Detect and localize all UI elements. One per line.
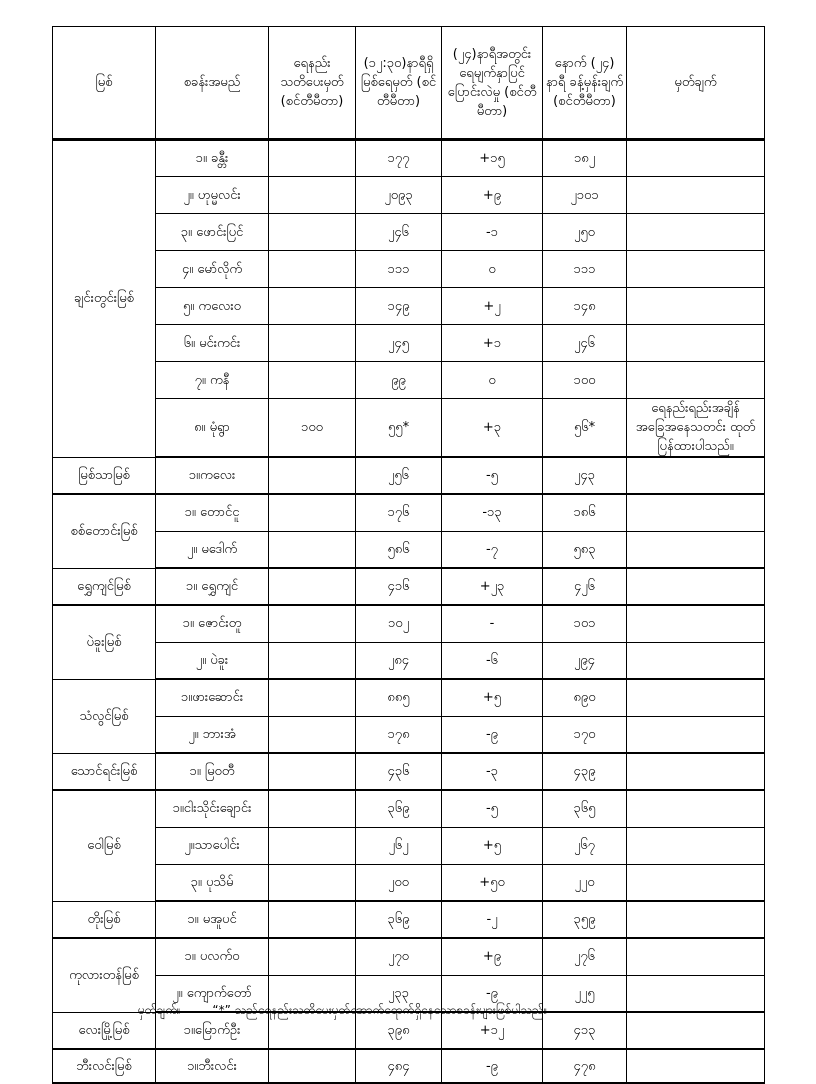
forecast-cell: ၃၅၉ [543, 901, 627, 938]
water-level-cell: ၁၇၆ [356, 494, 442, 531]
station-name-cell: ၁။ တောင်ငူ [156, 494, 269, 531]
water-level-cell: ၂၈၄ [356, 642, 442, 679]
remark-cell [627, 753, 765, 790]
forecast-cell: ၄၁၃ [543, 1012, 627, 1049]
low-warning-cell [269, 1049, 356, 1083]
water-level-cell: ၂၇၀ [356, 938, 442, 975]
water-level-cell: ၃၆၉ [356, 901, 442, 938]
table-row [53, 362, 765, 399]
change-cell: -၇ [442, 531, 543, 568]
station-name-cell: ၁။ မအူပင် [156, 901, 269, 938]
remark-cell [627, 1012, 765, 1049]
low-warning-cell [269, 251, 356, 288]
low-warning-cell [269, 753, 356, 790]
table-row [53, 790, 765, 827]
forecast-cell: ၄၇၈ [543, 1049, 627, 1083]
table-row [53, 679, 765, 716]
low-warning-cell [269, 494, 356, 531]
river-name-cell: တိုးမြစ် [53, 901, 156, 938]
table-row [53, 864, 765, 901]
station-name-cell: ၄။ မော်လိုက် [156, 251, 269, 288]
footnote-text: “*” သည်ရေနည်းသတိပေးမှတ်အောက်ရောက်ရှိနေသောစခန်းများဖြစ်ပါသည်။ [212, 1003, 548, 1017]
station-name-cell: ၁။ကလေး [156, 457, 269, 494]
water-level-cell: ၈၈၅ [356, 679, 442, 716]
station-name-cell: ၁။ဘီးလင်း [156, 1049, 269, 1083]
table-row [53, 325, 765, 362]
river-name-cell: ကုလားတန်မြစ် [53, 938, 156, 1012]
table-row [53, 140, 765, 177]
change-cell: -၉ [442, 716, 543, 753]
table-row [53, 177, 765, 214]
water-level-cell: ၁၄၉ [356, 288, 442, 325]
station-name-cell: ၂။ ပဲခူး [156, 642, 269, 679]
station-name-cell: ၃။ ပုသိမ် [156, 864, 269, 901]
remark-cell [627, 214, 765, 251]
change-cell: -၁ [442, 214, 543, 251]
forecast-cell: ၂၂၅ [543, 975, 627, 1012]
station-name-cell: ၁။ မြဝတီ [156, 753, 269, 790]
water-level-cell: ၅၅* [356, 399, 442, 458]
river-name-cell: မြစ်သာမြစ် [53, 457, 156, 494]
change-cell: +၃ [442, 399, 543, 458]
forecast-cell: ၁၄၈ [543, 288, 627, 325]
water-level-cell: ၂၀၀ [356, 864, 442, 901]
water-level-cell: ၅၈၆ [356, 531, 442, 568]
remark-cell [627, 790, 765, 827]
forecast-cell: ၁၈၆ [543, 494, 627, 531]
forecast-cell: ၂၄၃ [543, 457, 627, 494]
low-warning-cell [269, 864, 356, 901]
header-water-level: (၁၂:၃၀)နာရီရှိ မြစ်ရေမှတ် (စင်တီမီတာ) [356, 27, 442, 140]
table-row [53, 827, 765, 864]
table-row [53, 716, 765, 753]
water-level-cell: ၄၈၄ [356, 1049, 442, 1083]
station-name-cell: ၅။ ကလေးဝ [156, 288, 269, 325]
water-level-cell: ၄၃၆ [356, 753, 442, 790]
remark-cell [627, 605, 765, 642]
remark-cell [627, 251, 765, 288]
table-row [53, 251, 765, 288]
station-name-cell: ၃။ ဖောင်းပြင် [156, 214, 269, 251]
station-name-cell: ၁။ငါးသိုင်းချောင်း [156, 790, 269, 827]
remark-cell [627, 642, 765, 679]
low-warning-cell [269, 716, 356, 753]
change-cell: ၀ [442, 362, 543, 399]
water-level-cell: ၃၆၉ [356, 790, 442, 827]
low-warning-cell [269, 938, 356, 975]
forecast-cell: ၃၆၅ [543, 790, 627, 827]
river-name-cell: ပဲခူးမြစ် [53, 605, 156, 679]
table-row [53, 457, 765, 494]
table-row [53, 901, 765, 938]
header-station: စခန်းအမည် [156, 27, 269, 140]
footnote [138, 1002, 547, 1020]
water-level-cell: ၉၉ [356, 362, 442, 399]
forecast-cell: ၂၉၄ [543, 642, 627, 679]
low-warning-cell [269, 362, 356, 399]
forecast-cell: ၂၁၀၁ [543, 177, 627, 214]
station-name-cell: ၂။ ဟုမ္မလင်း [156, 177, 269, 214]
low-warning-cell [269, 177, 356, 214]
forecast-cell: ၂၇၆ [543, 938, 627, 975]
water-level-cell: ၄၁၆ [356, 568, 442, 605]
water-level-cell: ၂၄၆ [356, 214, 442, 251]
low-warning-cell [269, 288, 356, 325]
table-row [53, 214, 765, 251]
river-name-cell: ဝေါမြစ် [53, 790, 156, 901]
station-name-cell: ၁။ ဇောင်းတူ [156, 605, 269, 642]
remark-cell [627, 938, 765, 975]
forecast-cell: ၁၀၀ [543, 362, 627, 399]
table-row [53, 399, 765, 458]
low-warning-cell [269, 827, 356, 864]
remark-cell [627, 325, 765, 362]
remark-cell [627, 827, 765, 864]
station-name-cell: ၂။ ကျောက်တော် [156, 975, 269, 1012]
station-name-cell: ၁။ ရွှေကျင် [156, 568, 269, 605]
station-name-cell: ၂။ ဘားအံ [156, 716, 269, 753]
header-river: မြစ် [53, 27, 156, 140]
station-name-cell: ၁။ ပလက်ဝ [156, 938, 269, 975]
remark-cell [627, 457, 765, 494]
change-cell: +၅၀ [442, 864, 543, 901]
change-cell: +၅ [442, 827, 543, 864]
change-cell: +၉ [442, 177, 543, 214]
water-level-cell: ၁၇၇ [356, 140, 442, 177]
river-level-table [52, 26, 765, 1084]
change-cell: +၁၂ [442, 1012, 543, 1049]
header-remarks: မှတ်ချက် [627, 27, 765, 140]
change-cell: -၅ [442, 457, 543, 494]
forecast-cell: ၄၃၉ [543, 753, 627, 790]
table-row [53, 642, 765, 679]
header-24h-change: (၂၄)နာရီအတွင်း ရေမျက်နှာပြင် ပြောင်းလဲမှု (စင်တီမီတာ) [442, 27, 543, 140]
remark-cell [627, 177, 765, 214]
river-name-cell: ဘီးလင်းမြစ် [53, 1049, 156, 1083]
forecast-cell: ၁၇၀ [543, 716, 627, 753]
water-level-cell: ၂၃၃ [356, 975, 442, 1012]
change-cell: -၅ [442, 790, 543, 827]
table-row [53, 568, 765, 605]
river-name-cell: လေးမြို့မြစ် [53, 1012, 156, 1049]
low-warning-cell [269, 568, 356, 605]
forecast-cell: ၄၂၆ [543, 568, 627, 605]
forecast-cell: ၈၉၀ [543, 679, 627, 716]
remark-cell: ရေနည်းရည်းအချိန်အခြေအနေသတင်း ထုတ်ပြန်ထားပါသည်။ [627, 399, 765, 458]
low-warning-cell [269, 457, 356, 494]
table-row [53, 494, 765, 531]
table-row [53, 605, 765, 642]
station-name-cell: ၁။မြောက်ဦး [156, 1012, 269, 1049]
low-warning-cell [269, 531, 356, 568]
remark-cell [627, 362, 765, 399]
forecast-cell: ၅၈၃ [543, 531, 627, 568]
remark-cell [627, 1049, 765, 1083]
remark-cell [627, 494, 765, 531]
table-row [53, 288, 765, 325]
remark-cell [627, 864, 765, 901]
station-name-cell: ၂။ မဒေါက် [156, 531, 269, 568]
remark-cell [627, 531, 765, 568]
low-warning-cell [269, 140, 356, 177]
remark-cell [627, 568, 765, 605]
footnote-label: မှတ်ချက်။ [138, 1003, 181, 1017]
change-cell: -၆ [442, 642, 543, 679]
header-low-warning-level: ရေနည်း သတိပေးမှတ် (စင်တီမီတာ) [269, 27, 356, 140]
river-name-cell: ရွှေကျင်မြစ် [53, 568, 156, 605]
station-name-cell: ၁။ဖားဆောင်း [156, 679, 269, 716]
low-warning-cell [269, 605, 356, 642]
remark-cell [627, 140, 765, 177]
river-name-cell: စစ်တောင်းမြစ် [53, 494, 156, 568]
forecast-cell: ၂၅၀ [543, 214, 627, 251]
change-cell: +၂၃ [442, 568, 543, 605]
remark-cell [627, 288, 765, 325]
water-level-cell: ၁၁၁ [356, 251, 442, 288]
low-warning-cell [269, 325, 356, 362]
station-name-cell: ၂။သာပေါင်း [156, 827, 269, 864]
header-forecast: နောက် (၂၄) နာရီ ခန့်မှန်းချက် (စင်တီမီတာ) [543, 27, 627, 140]
change-cell: -၃ [442, 753, 543, 790]
change-cell: +၉ [442, 938, 543, 975]
change-cell: +၁၅ [442, 140, 543, 177]
change-cell: ၀ [442, 251, 543, 288]
change-cell: +၁ [442, 325, 543, 362]
river-name-cell: သောင်ရင်းမြစ် [53, 753, 156, 790]
change-cell: +၅ [442, 679, 543, 716]
table-body [53, 140, 765, 1084]
forecast-cell: ၁၈၂ [543, 140, 627, 177]
water-level-cell: ၂၆၂ [356, 827, 442, 864]
low-warning-cell [269, 901, 356, 938]
low-warning-cell [269, 679, 356, 716]
forecast-cell: ၁၁၁ [543, 251, 627, 288]
forecast-cell: ၁၀၁ [543, 605, 627, 642]
remark-cell [627, 901, 765, 938]
remark-cell [627, 975, 765, 1012]
change-cell: - [442, 605, 543, 642]
table-row [53, 531, 765, 568]
forecast-cell: ၅၆* [543, 399, 627, 458]
low-warning-cell [269, 642, 356, 679]
water-level-cell: ၂၀၉၃ [356, 177, 442, 214]
table-row [53, 938, 765, 975]
water-level-cell: ၁၀၂ [356, 605, 442, 642]
water-level-cell: ၃၉၈ [356, 1012, 442, 1049]
remark-cell [627, 679, 765, 716]
table-row [53, 1049, 765, 1083]
change-cell: +၂ [442, 288, 543, 325]
station-name-cell: ၁။ ခန္တီး [156, 140, 269, 177]
change-cell: -၂ [442, 901, 543, 938]
water-level-cell: ၁၇၈ [356, 716, 442, 753]
low-warning-cell [269, 790, 356, 827]
table-row [53, 753, 765, 790]
water-level-cell: ၂၄၅ [356, 325, 442, 362]
header-row [53, 27, 765, 140]
forecast-cell: ၂၆၇ [543, 827, 627, 864]
station-name-cell: ၆။ မင်းကင်း [156, 325, 269, 362]
river-name-cell: သံလွင်မြစ် [53, 679, 156, 753]
forecast-cell: ၂၄၆ [543, 325, 627, 362]
change-cell: -၁၃ [442, 494, 543, 531]
low-warning-cell [269, 214, 356, 251]
river-name-cell: ချင်းတွင်းမြစ် [53, 140, 156, 458]
low-warning-cell: ၁၀၀ [269, 399, 356, 458]
change-cell: -၉ [442, 975, 543, 1012]
station-name-cell: ၇။ ကနီ [156, 362, 269, 399]
station-name-cell: ၈။ မုံရွာ [156, 399, 269, 458]
change-cell: -၉ [442, 1049, 543, 1083]
water-level-cell: ၂၅၆ [356, 457, 442, 494]
forecast-cell: ၂၂၀ [543, 864, 627, 901]
remark-cell [627, 716, 765, 753]
